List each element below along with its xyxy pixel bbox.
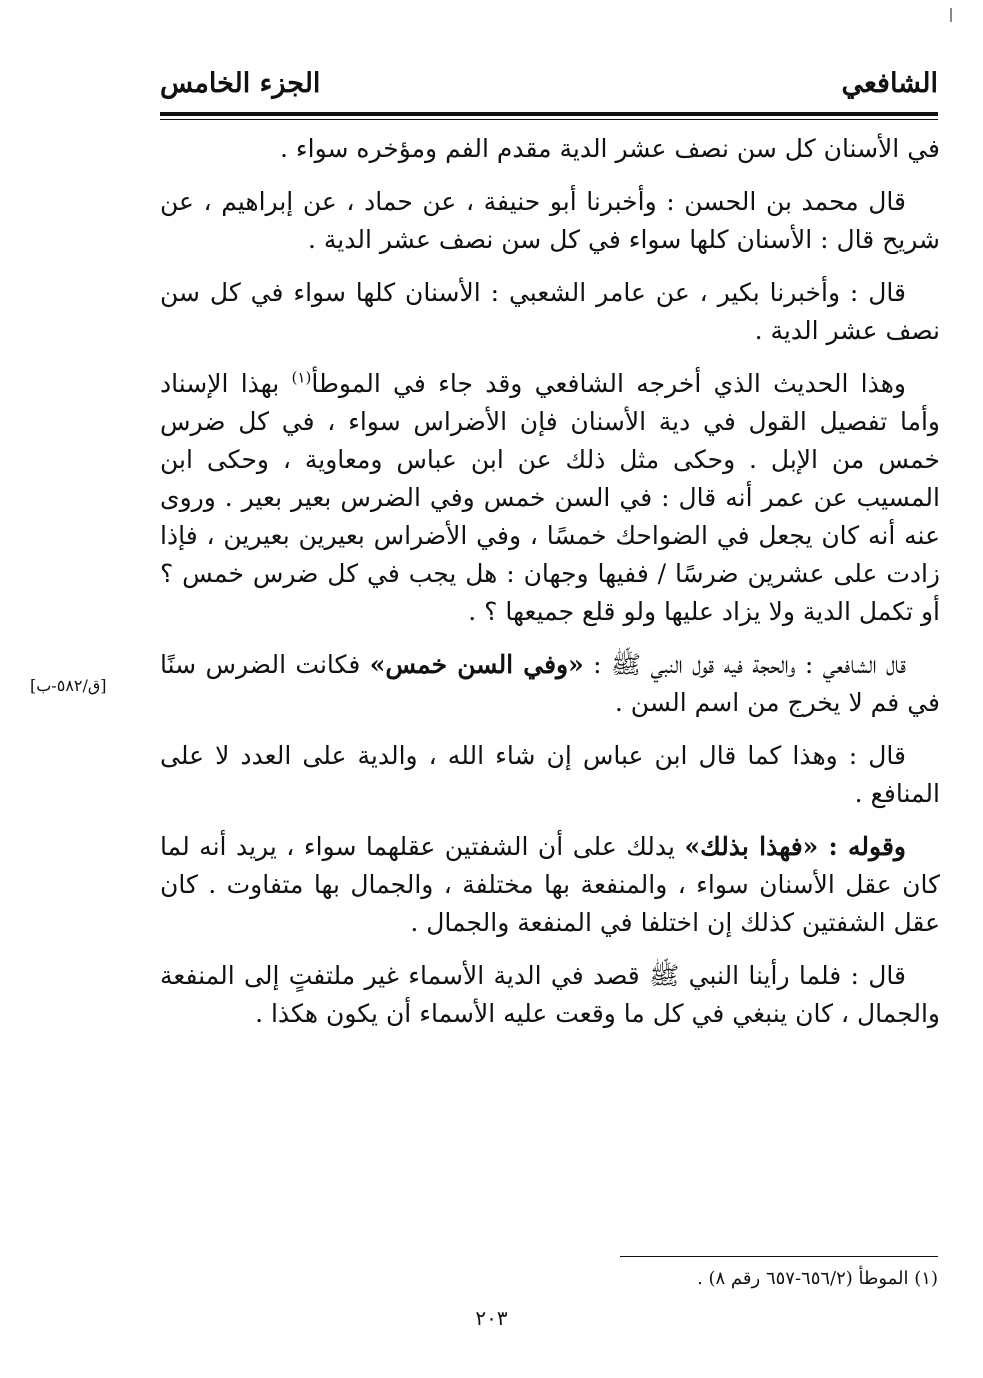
paragraph-8: قال : فلما رأينا النبي ﷺ قصد في الدية الأسماء غير ملتفتٍ إلى المنفعة والجمال ، كان ينبغي في كل ما وقعت عليه الأسماء أن يكون هكذا . [160,961,940,1028]
scan-mark [950,8,952,22]
header-book-title: الشافعي [841,68,938,99]
paragraph-2: قال محمد بن الحسن : وأخبرنا أبو حنيفة ، عن حماد ، عن إبراهيم ، عن شريح قال : الأسنان كلها سواء في كل سن نصف عشر الدية . [160,187,940,254]
header-rule-thin [160,119,938,120]
paragraph-4-text-b: بهذا الإسناد وأما تفصيل القول في دية الأسنان فإن الأضراس سواء ، في كل ضرس خمس من الإبل . وحكى مثل ذلك عن ابن عباس ومعاوية ، وحكى ابن المسيب عن عمر أنه قال : في السن خمس وفي الضرس بعير بعير . وروى عنه أنه كان يجعل في الضواحك خمسًا ، وفي الأضراس بعيرين بعيرين ، فإذا زادت على عشرين ضرسًا / ففيها وجهان : هل يجب في كل ضرس خمس ؟ أو تكمل الدية ولا يزاد عليها ولو قلع جميعها ؟ . [160,369,940,626]
paragraph-5 [160,646,940,722]
paragraph-4 [160,365,940,631]
main-text [160,130,940,1048]
running-header [160,68,938,108]
paragraph-5-text-b: فكانت الضرس سنًا في فم لا يخرج من اسم السن . [160,650,940,717]
paragraph-5-quote: «وفي السن خمس» [369,650,584,679]
paragraph-5-text-a: قال الشافعي : والحجة فيه قول النبي ﷺ : [583,650,906,679]
header-rule-thick [160,112,938,116]
page-number: ٢٠٣ [475,1306,508,1330]
paragraph-7-text: يدلك على أن الشفتين عقلهما سواء ، يريد أنه لما كان عقل الأسنان سواء ، والمنفعة بها مختلفة ، والجمال بها متفاوت . كان عقل الشفتين كذلك إن اختلفا في المنفعة والجمال . [160,832,940,937]
footnote: (١) الموطأ (٦٥٦/٢-٦٥٧ رقم ٨) . [697,1268,938,1289]
header-volume-title: الجزء الخامس [160,68,321,99]
paragraph-6: قال : وهذا كما قال ابن عباس إن شاء الله ، والدية على العدد لا على المنافع . [160,741,940,808]
footnote-ref: (١) [291,368,312,387]
paragraph-1: في الأسنان كل سن نصف عشر الدية مقدم الفم ومؤخره سواء . [280,134,940,163]
paragraph-4-text-a: وهذا الحديث الذي أخرجه الشافعي وقد جاء في الموطأ [311,369,906,398]
paragraph-3: قال : وأخبرنا بكير ، عن عامر الشعبي : الأسنان كلها سواء في كل سن نصف عشر الدية . [160,278,940,345]
manuscript-folio-note: [ق/٥٨٢-ب] [30,676,107,695]
paragraph-7-quote: «فهذا بذلك» [684,832,819,861]
footnote-rule [620,1256,938,1257]
paragraph-7-lead: وقوله : [818,832,906,861]
paragraph-7 [160,828,940,942]
